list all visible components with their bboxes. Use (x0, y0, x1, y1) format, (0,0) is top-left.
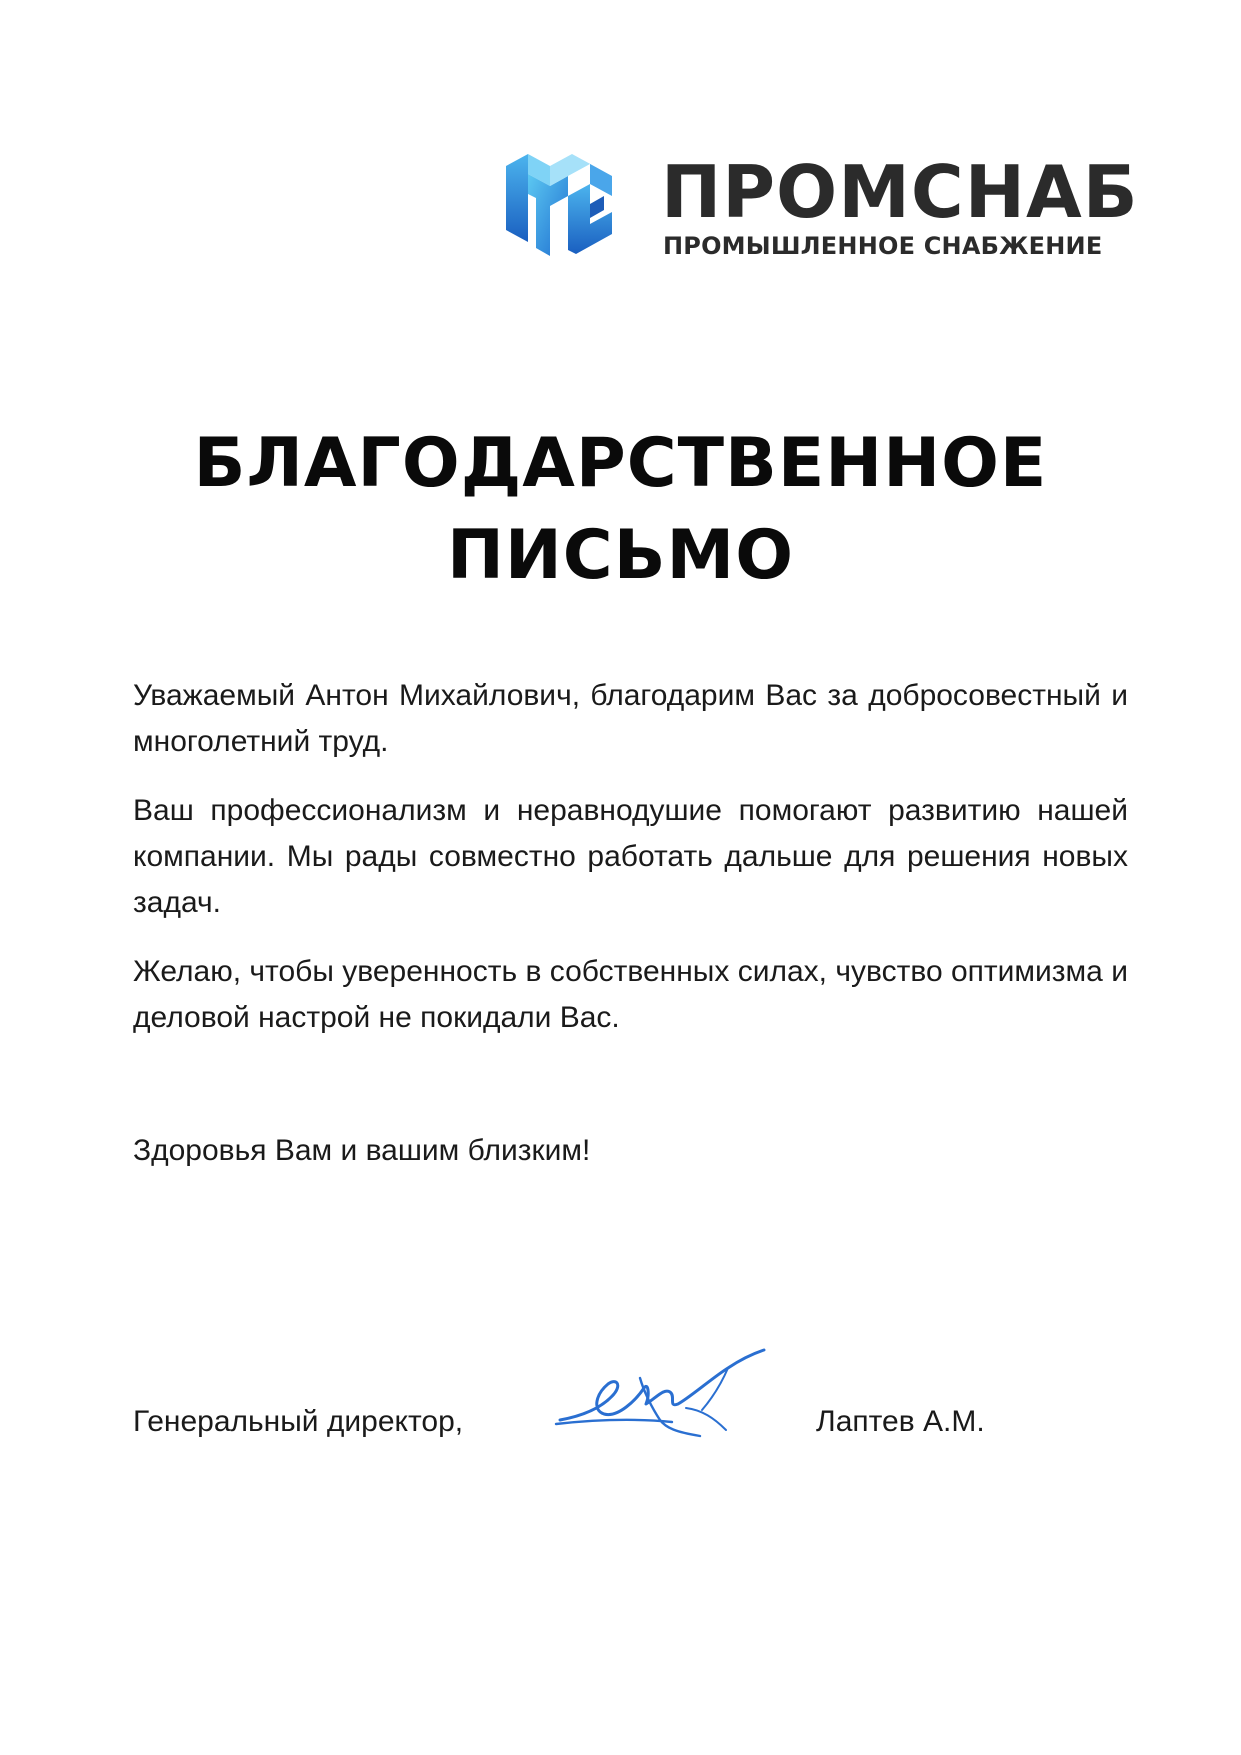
company-tagline: ПРОМЫШЛЕННОЕ СНАБЖЕНИЕ (663, 232, 1103, 260)
title-line-1: БЛАГОДАРСТВЕННОЕ (193, 424, 1048, 503)
company-logo (506, 150, 1139, 262)
title-line-2: ПИСЬМО (446, 516, 795, 595)
company-name: ПРОМСНАБ (661, 150, 1139, 234)
letter-title (0, 418, 1241, 602)
handwritten-signature (552, 1348, 772, 1448)
signer-name: Лаптев А.М. (816, 1405, 985, 1438)
signature-block (0, 1348, 1241, 1448)
paragraph-professionalism: Ваш профессионализм и неравнодушие помогают развитию нашей компании. Мы рады совместно работать дальше для решения новых задач. (133, 794, 1128, 919)
paragraph-greeting: Уважаемый Антон Михайлович, благодарим Вас за добросовестный и многолетний труд. (133, 679, 1128, 758)
paragraph-wishes: Желаю, чтобы уверенность в собственных силах, чувство оптимизма и деловой настрой не покидали Вас. (133, 955, 1128, 1034)
promsnab-logo-icon (506, 152, 612, 258)
paragraph-health: Здоровья Вам и вашим близким! (133, 1134, 591, 1167)
signer-role: Генеральный директор, (133, 1405, 464, 1438)
